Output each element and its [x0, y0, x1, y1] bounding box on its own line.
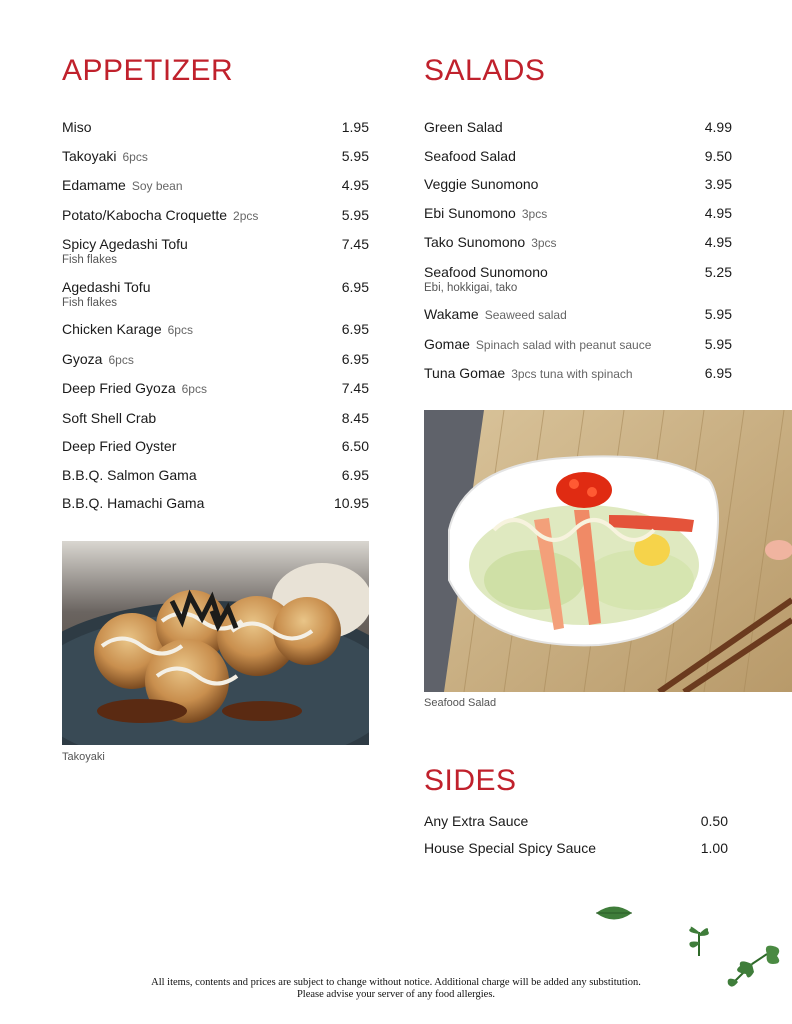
takoyaki-photo [62, 541, 369, 745]
menu-item-name-wrap [424, 118, 503, 136]
menu-item-price: 10.95 [333, 495, 369, 511]
menu-item-name: B.B.Q. Salmon Gama [62, 466, 197, 483]
menu-item [62, 466, 369, 484]
footer-line-1: All items, contents and prices are subject to change without notice. Additional charge will be added any substitution. [151, 977, 641, 988]
menu-item [62, 147, 369, 166]
section-title-salads: SALADS [424, 54, 546, 87]
menu-item-price: 7.45 [341, 236, 369, 252]
menu-item [62, 235, 369, 267]
menu-item [62, 278, 369, 310]
menu-item-name-wrap [424, 305, 567, 324]
menu-item-note: 3pcs [521, 206, 548, 221]
menu-item-note: 6pcs [108, 352, 134, 367]
menu-item-title-line [62, 466, 197, 484]
menu-item-title-line [424, 263, 548, 281]
appetizer-list [62, 118, 369, 512]
menu-item-price: 5.95 [341, 147, 369, 164]
menu-item-title-line [62, 176, 183, 195]
menu-item-name: Edamame [62, 177, 126, 193]
menu-item-description: Fish flakes [62, 254, 117, 266]
menu-item-name: Agedashi Tofu [62, 278, 151, 295]
menu-item-name-wrap [62, 235, 188, 267]
menu-item-price: 6.95 [341, 321, 369, 337]
salads-list [424, 118, 732, 383]
menu-item [424, 204, 732, 223]
menu-item-title-line [62, 494, 204, 512]
menu-item-title-line [62, 235, 188, 253]
menu-item-title-line [62, 320, 193, 339]
menu-item-name-wrap [62, 320, 193, 339]
menu-item-price: 1.95 [341, 119, 369, 135]
menu-item-name: Soft Shell Crab [62, 409, 157, 426]
menu-item-name: Deep Fried Gyoza [62, 380, 176, 396]
menu-item-note: 6pcs [122, 149, 148, 164]
menu-item-note: 6pcs [167, 323, 193, 337]
menu-item-price: 5.95 [704, 335, 732, 352]
menu-item-note: 3pcs tuna with spinach [511, 367, 633, 381]
sides-section [424, 762, 728, 866]
menu-item-price: 4.95 [704, 234, 732, 250]
menu-item [62, 176, 369, 195]
seafood-salad-photo [424, 410, 792, 692]
menu-item-price: 9.50 [704, 147, 732, 164]
menu-item-price: 6.50 [341, 438, 369, 454]
menu-item-name-wrap [62, 437, 176, 455]
menu-item-price: 0.50 [700, 813, 728, 829]
seafood-salad-caption: Seafood Salad [424, 697, 497, 709]
menu-item [62, 409, 369, 427]
menu-item-name-wrap [62, 494, 204, 512]
menu-item-name: Chicken Karage [62, 321, 162, 337]
menu-item-title-line [62, 409, 156, 427]
menu-item [424, 364, 732, 383]
menu-item-title-line [62, 147, 148, 166]
menu-item-name: Miso [62, 119, 92, 135]
menu-item-title-line [62, 278, 150, 296]
section-title-appetizer: APPETIZER [62, 54, 234, 87]
menu-item-note: Seaweed salad [484, 308, 567, 322]
menu-item-name: Tuna Gomae [424, 365, 506, 381]
menu-item-title-line [62, 437, 176, 455]
menu-item-name-wrap [424, 335, 651, 354]
menu-item-name-wrap [424, 204, 547, 223]
menu-item-name-wrap [62, 206, 258, 225]
menu-item-price: 4.95 [704, 204, 732, 221]
footer-line-2: Please advise your server of any food allergies. [296, 989, 496, 1000]
menu-item [424, 175, 732, 193]
sides-list [424, 812, 728, 857]
menu-item-name-wrap [424, 812, 528, 830]
menu-item-title-line [424, 147, 516, 165]
menu-item-name: House Special Spicy Sauce [424, 840, 596, 856]
menu-item-name-wrap [62, 278, 150, 310]
menu-item-price: 5.95 [341, 206, 369, 223]
menu-item [62, 379, 369, 398]
menu-item-price: 6.95 [341, 278, 369, 295]
menu-item-name-wrap [62, 350, 134, 369]
menu-item [424, 839, 728, 857]
menu-item-description: Fish flakes [62, 296, 117, 309]
menu-item-name: Gyoza [62, 350, 103, 367]
menu-item-name-wrap [62, 409, 156, 427]
salads-section [424, 52, 732, 394]
menu-item-name: Potato/Kabocha Croquette [62, 206, 228, 223]
menu-item-name-wrap [62, 118, 92, 136]
menu-item-title-line [424, 118, 503, 136]
menu-item [62, 437, 369, 455]
menu-item-title-line [62, 379, 207, 398]
menu-item-price: 6.95 [341, 466, 369, 483]
menu-item-name: Deep Fried Oyster [62, 438, 177, 454]
menu-item-name: Seafood Salad [424, 147, 516, 164]
menu-item-price: 3.95 [704, 176, 732, 192]
menu-item-description: Ebi, hokkigai, tako [424, 281, 518, 294]
menu-item-name-wrap [424, 839, 596, 857]
menu-item-title-line [424, 305, 567, 324]
menu-item-price: 1.00 [700, 840, 728, 856]
menu-item-title-line [424, 839, 596, 857]
menu-item [424, 335, 732, 354]
menu-item-name: Spicy Agedashi Tofu [62, 236, 188, 252]
footer-disclaimer [0, 977, 792, 1001]
section-title-sides: SIDES [424, 764, 517, 797]
menu-item-price: 5.25 [704, 263, 732, 280]
menu-item-name-wrap [424, 175, 538, 193]
menu-item [62, 320, 369, 339]
menu-item [424, 147, 732, 165]
menu-item-name-wrap [62, 176, 183, 195]
menu-item-name-wrap [424, 263, 548, 295]
menu-item-note: Spinach salad with peanut sauce [475, 337, 652, 352]
menu-item [424, 812, 728, 830]
menu-item-title-line [424, 233, 557, 252]
takoyaki-caption: Takoyaki [62, 751, 105, 763]
menu-item-name-wrap [62, 147, 148, 166]
menu-item [62, 206, 369, 225]
appetizer-section [62, 52, 369, 523]
menu-item-note: 3pcs [531, 236, 557, 250]
menu-item-name: Veggie Sunomono [424, 176, 539, 192]
menu-item-note: 6pcs [181, 382, 207, 396]
menu-item-title-line [424, 812, 528, 830]
menu-item [424, 305, 732, 324]
menu-item [62, 494, 369, 512]
herb-sprig-icon [684, 922, 714, 956]
menu-item-name-wrap [424, 233, 557, 252]
menu-item-title-line [62, 350, 134, 369]
menu-item-price: 4.95 [341, 177, 369, 193]
menu-item [424, 118, 732, 136]
menu-item-name: B.B.Q. Hamachi Gama [62, 495, 205, 511]
menu-item [424, 233, 732, 252]
menu-item-name: Seafood Sunomono [424, 263, 548, 280]
menu-item-name-wrap [424, 147, 516, 165]
menu-item-name-wrap [62, 379, 207, 398]
menu-item-title-line [62, 118, 92, 136]
menu-item-name: Wakame [424, 306, 479, 322]
menu-item-title-line [424, 364, 633, 383]
menu-item-price: 8.45 [341, 409, 369, 426]
menu-item-title-line [424, 175, 538, 193]
menu-item-name: Ebi Sunomono [424, 204, 516, 221]
leaf-decoration-icon [594, 904, 634, 922]
menu-item-name: Any Extra Sauce [424, 813, 529, 829]
menu-item-title-line [424, 204, 547, 223]
menu-item-name: Takoyaki [62, 147, 117, 164]
menu-item [62, 118, 369, 136]
menu-item-name: Green Salad [424, 119, 503, 135]
menu-item-price: 5.95 [704, 306, 732, 322]
menu-item-price: 6.95 [704, 365, 732, 381]
menu-item [62, 350, 369, 369]
menu-item-price: 7.45 [341, 380, 369, 396]
menu-item-note: Soy bean [131, 179, 183, 193]
menu-item-price: 6.95 [341, 350, 369, 367]
menu-item-note: 2pcs [233, 208, 259, 223]
menu-item-title-line [62, 206, 258, 225]
menu-item-price: 4.99 [704, 119, 732, 135]
menu-item-name: Gomae [424, 335, 470, 352]
menu-item-name-wrap [62, 466, 197, 484]
menu-item-title-line [424, 335, 651, 354]
menu-item-name: Tako Sunomono [424, 234, 526, 250]
menu-item [424, 263, 732, 295]
menu-item-name-wrap [424, 364, 633, 383]
